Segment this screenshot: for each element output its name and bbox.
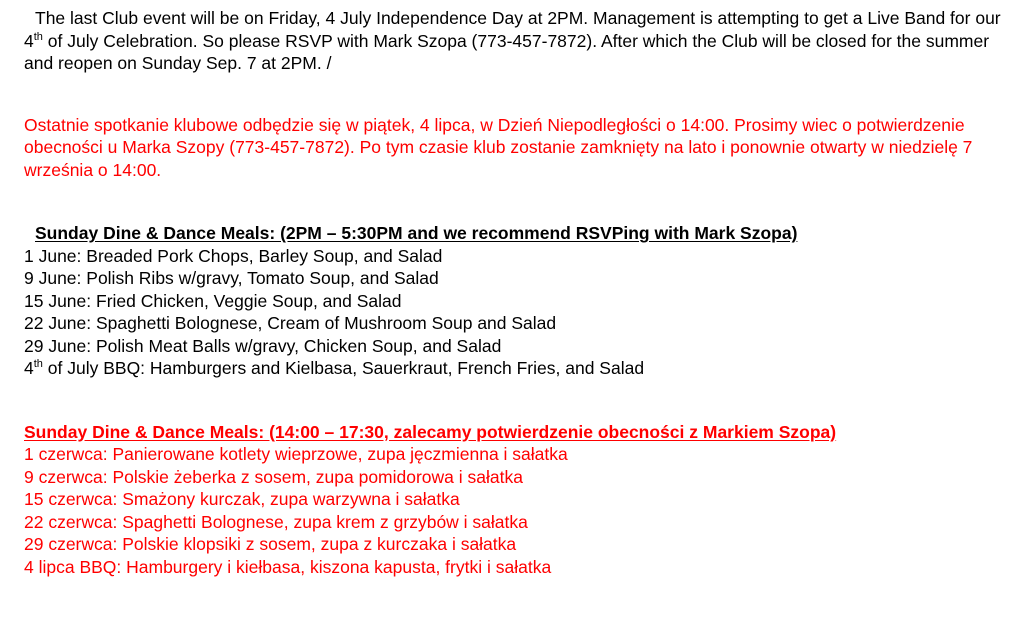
intro-english <box>24 7 1014 75</box>
menu-english-item: 9 June: Polish Ribs w/gravy, Tomato Soup, and Salad <box>24 268 439 288</box>
newsletter-page <box>24 7 1014 578</box>
bbq-prefix: 4 <box>24 358 34 378</box>
intro-english-part2: of July Celebration. So please RSVP with Mark Szopa (773-457-7872). After which the Club will be closed for the summer and reopen on Sunday Sep. 7 at 2PM. / <box>24 30 990 73</box>
menu-english-item: 22 June: Spaghetti Bolognese, Cream of Mushroom Soup and Salad <box>24 313 557 333</box>
intro-english-part1: The last Club event will be on Friday, 4 July Independence Day at 2PM. Management is attempting to get a Live Band for our 4 <box>24 8 1001 51</box>
menu-polish-item: 4 lipca BBQ: Hamburgery i kiełbasa, kiszona kapusta, frytki i sałatka <box>24 556 552 577</box>
bbq-text: of July BBQ: Hamburgers and Kielbasa, Sauerkraut, French Fries, and Salad <box>42 358 645 378</box>
menu-english-item: 1 June: Breaded Pork Chops, Barley Soup, and Salad <box>24 245 443 266</box>
intro-polish: Ostatnie spotkanie klubowe odbędzie się w piątek, 4 lipca, w Dzień Niepodległości o 14:00. Prosimy wiec o potwierdzenie obecności u Marka Szopy (773-457-7872). Po tym czasie klub zostanie zamknięty na lato i ponownie otwarty w niedzielę 7 września o 14:00. <box>24 114 973 180</box>
menu-polish-item: 22 czerwca: Spaghetti Bolognese, zupa krem z grzybów i sałatka <box>24 511 528 532</box>
menu-polish-item: 1 czerwca: Panierowane kotlety wieprzowe, zupa jęczmienna i sałatka <box>24 444 568 464</box>
menu-polish-item: 15 czerwca: Smażony kurczak, zupa warzywna i sałatka <box>24 489 460 509</box>
menu-english-item: 15 June: Fried Chicken, Veggie Soup, and Salad <box>24 290 402 311</box>
intro-english-superscript: th <box>33 30 43 43</box>
menu-polish-heading: Sunday Dine & Dance Meals: (14:00 – 17:30, zalecamy potwierdzenie obecności z Markiem Szopa) <box>24 421 837 442</box>
menu-english-heading: Sunday Dine & Dance Meals: (2PM – 5:30PM and we recommend RSVPing with Mark Szopa) <box>35 223 798 243</box>
menu-polish-item: 9 czerwca: Polskie żeberka z sosem, zupa pomidorowa i sałatka <box>24 466 523 487</box>
menu-english-item-bbq <box>24 357 1014 380</box>
menu-polish-item: 29 czerwca: Polskie klopsiki z sosem, zupa z kurczaka i sałatka <box>24 534 517 554</box>
menu-english <box>24 222 1014 380</box>
menu-polish <box>24 421 1014 579</box>
menu-english-item: 29 June: Polish Meat Balls w/gravy, Chicken Soup, and Salad <box>24 335 502 356</box>
bbq-superscript: th <box>33 358 43 371</box>
